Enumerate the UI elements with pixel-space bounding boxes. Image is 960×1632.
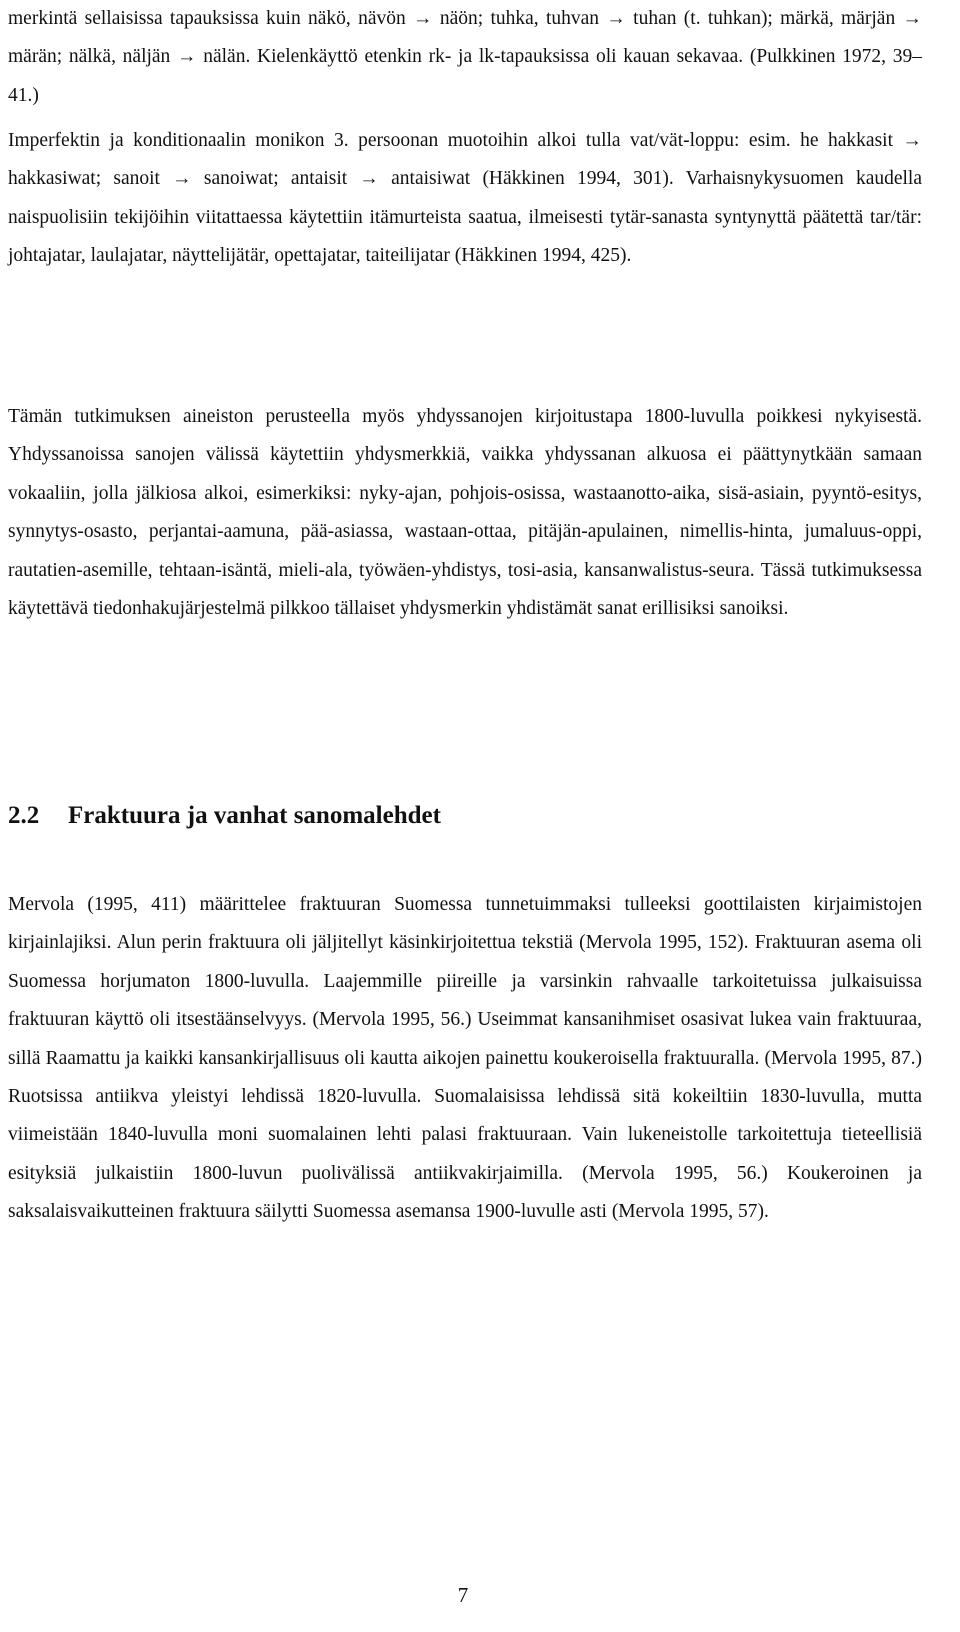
paragraph-compound-words: Tämän tutkimuksen aineiston perusteella myös yhdyssanojen kirjoitustapa 1800-luvulla poikkesi nykyisestä. Yhdyssanoissa sanojen välissä käytettiin yhdysmerkkiä, vaikka yhdyssanan alkuosa ei päättynytkään samaan vokaaliin, jolla jälkiosa alkoi, esimerkiksi: nyky-ajan, pohjois-osissa, wastaanotto-aika, sisä-asiain, pyyntö-esitys, synnytys-osasto, perjantai-aamuna, pää-asiassa, wastaan-ottaa, pitäjän-apulainen, nimellis-hinta, jumaluus-oppi, rautatien-asemille, tehtaan-isäntä, mieli-ala, työwäen-yhdistys, tosi-asia, kansanwalistus-seura. Tässä tutkimuksessa käytettävä tiedonhakujärjestelmä pilkkoo tällaiset yhdysmerkin yhdistämät sanat erillisiksi sanoiksi. bbox=[8, 406, 922, 620]
section-title: Fraktuura ja vanhat sanomalehdet bbox=[68, 802, 441, 829]
section-number: 2.2 bbox=[8, 802, 40, 829]
page-number: 7 bbox=[457, 1583, 469, 1607]
paragraph-imperfect-forms: Imperfektin ja konditionaalin monikon 3. persoonan muotoihin alkoi tulla vat/vät-loppu: esim. he hakkasit → hakkasiwat; sanoit → sanoiwat; antaisit → antaisiwat (Häkkinen 1994, 301). Varhaisnykysuomen kaudella naispuolisiin tekijöihin viitattaessa käytettiin itämurteista saatua, ilmeisesti tytär-sanasta syntynyttä päätettä tar/tär: johtajatar, laulajatar, näyttelijätär, opettajatar, taiteilijatar (Häkkinen 1994, 425). bbox=[8, 130, 922, 267]
section-heading bbox=[8, 796, 922, 836]
paragraph-fi-spelling: merkintä sellaisissa tapauksissa kuin näkö, nävön → näön; tuhka, tuhvan → tuhan (t. tuhkan); märkä, märjän → märän; nälkä, näljän → nälän. Kielenkäyttö etenkin rk- ja lk-tapauksissa oli kauan sekavaa. (Pulkkinen 1972, 39–41.) bbox=[8, 8, 922, 106]
paragraph-fraktur: Mervola (1995, 411) määrittelee fraktuuran Suomessa tunnetuimmaksi tulleeksi goottilaisten kirjaimistojen kirjainlajiksi. Alun perin fraktuura oli jäljitellyt käsinkirjoitettua tekstiä (Mervola 1995, 152). Fraktuuran asema oli Suomessa horjumaton 1800-luvulla. Laajemmille piireille ja varsinkin rahvaalle tarkoitetuissa julkaisuissa fraktuuran käyttö oli itsestäänselvyys. (Mervola 1995, 56.) Useimmat kansanihmiset osasivat lukea vain fraktuuraa, sillä Raamattu ja kaikki kansankirjallisuus oli kautta aikojen painettu koukeroisella fraktuuralla. (Mervola 1995, 87.) Ruotsissa antiikva yleistyi lehdissä 1820-luvulla. Suomalaisissa lehdissä sitä kokeiltiin 1830-luvulla, mutta viimeistään 1840-luvulla moni suomalainen lehti palasi fraktuuraan. Vain lukeneistolle tarkoitettuja tieteellisiä esityksiä julkaistiin 1800-luvun puolivälissä antiikvakirjaimilla. (Mervola 1995, 56.) Koukeroinen ja saksalaisvaikutteinen fraktuura säilytti Suomessa asemansa 1900-luvulle asti (Mervola 1995, 57). bbox=[8, 894, 922, 1223]
